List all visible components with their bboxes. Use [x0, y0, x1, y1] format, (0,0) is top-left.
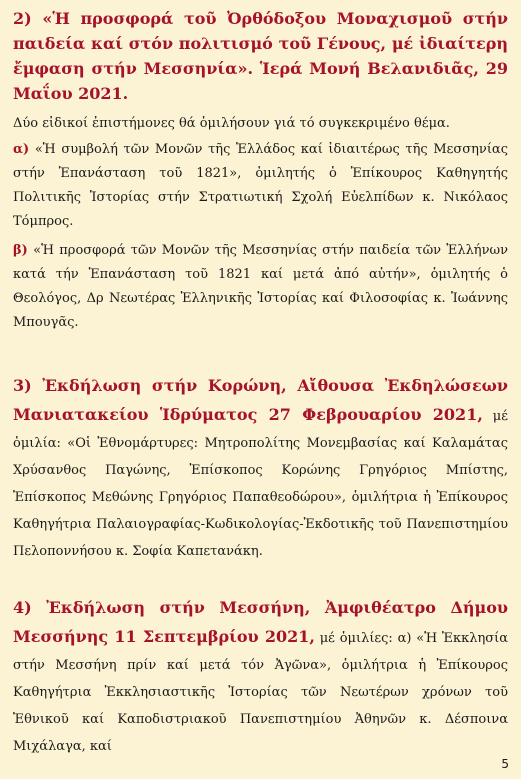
document-page: [13, 6, 508, 754]
section-koroni-event: [13, 372, 508, 565]
list-item-a: [13, 138, 508, 234]
section-messini-event: [13, 594, 508, 760]
section-heading-monasticism: 2) «Ἡ προσφορά τοῦ Ὀρθόδοξου Μοναχισμοῦ στήν παιδεία καί στόν πολιτισμό τοῦ Γένους, μέ ἰδιαίτερη ἔμφαση στήν Μεσσηνία». Ἱερά Μονή Βελανιδιᾶς, 29 Μαΐου 2021.: [13, 9, 508, 103]
section-intro-text: Δύο εἰδικοί ἐπιστήμονες θά ὁμιλήσουν γιά τό συγκεκριμένο θέμα.: [13, 116, 450, 131]
list-item-b: [13, 239, 508, 335]
section-koroni-text: μέ ὁμιλία: «Οἱ Ἐθνομάρτυρες: Μητροπολίτης Μονεμβασίας καί Καλαμάτας Χρύσανθος Παγώνης, Ἐπίσκοπος Κορώνης Γρηγόριος Μπίστης, Ἐπίσκοπος Μεθώνης Γρηγόριος Παπαθεοδώρου», ὁμιλήτρια ἡ Ἐπίκουρος Καθηγήτρια Παλαιογραφίας-Κωδικολογίας-Ἐκδοτικῆς τοῦ Πανεπιστημίου Πελοποννήσου κ. Σοφία Καπετανάκη.: [13, 409, 508, 559]
list-item-b-text: «Ἡ προσφορά τῶν Μονῶν τῆς Μεσσηνίας στήν παιδεία τῶν Ἑλλήνων κατά τήν Ἐπανάσταση τοῦ 1821 καί μετά ἀπό αὐτήν», ὁμιλητής ὁ Θεολόγος, Δρ Νεωτέρας Ἑλληνικῆς Ἱστορίας καί Φιλοσοφίας κ. Ἰωάννης Μπουγᾶς.: [13, 243, 508, 330]
page-number: 5: [501, 757, 509, 771]
section-messini-text: μέ ὁμιλίες: α) «Ἡ Ἐκκλησία στήν Μεσσήνη πρίν καί μετά τόν Ἀγῶνα», ὁμιλήτρια ἡ Ἐπίκουρος Καθηγήτρια Ἐκκλησιαστικῆς Ἱστορίας τῶν Νεωτέρων χρόνων τοῦ Ἐθνικοῦ καί Καποδιστριακοῦ Πανεπιστημίου Ἀθηνῶν κ. Δέσποινα Μιχάλαγα, καί: [13, 631, 508, 754]
section-koroni-paragraph: [13, 372, 508, 565]
list-marker-a: α): [13, 142, 30, 157]
section-messini-paragraph: [13, 594, 508, 760]
section-heading-koroni: 3) Ἐκδήλωση στήν Κορώνη, Αἴθουσα Ἐκδηλώσεων Μανιατακείου Ἱδρύματος 27 Φεβρουαρίου 2021,: [13, 376, 508, 424]
list-marker-b: β): [13, 243, 28, 258]
section-monasticism: [13, 6, 508, 335]
list-item-a-text: «Ἡ συμβολή τῶν Μονῶν τῆς Ἑλλάδος καί ἰδιαιτέρως τῆς Μεσσηνίας στήν Ἐπανάσταση τοῦ 1821», ὁμιλητής ὁ Ἐπίκουρος Καθηγητής Πολιτικῆς Ἱστορίας στήν Στρατιωτική Σχολή Εὐελπίδων κ. Νικόλαος Τόμπρος.: [13, 142, 508, 229]
section-heading-messini: 4) Ἐκδήλωση στήν Μεσσήνη, Ἀμφιθέατρο Δήμου Μεσσήνης 11 Σεπτεμβρίου 2021,: [13, 598, 508, 646]
